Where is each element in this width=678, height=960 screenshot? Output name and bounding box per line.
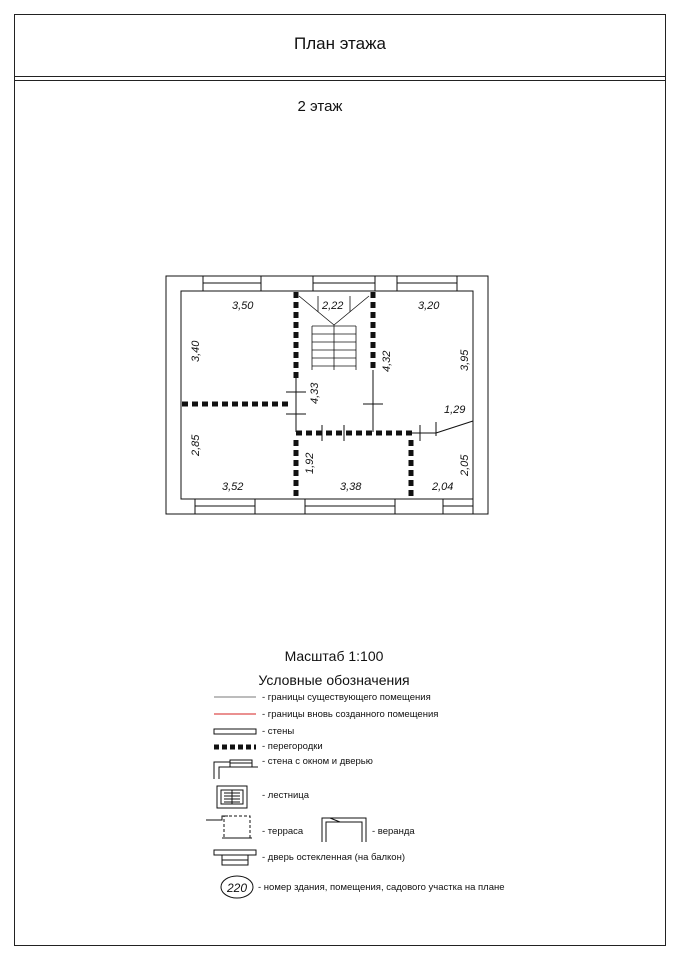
floor-label: 2 этаж	[297, 98, 343, 115]
legend-item-glazed-door: - дверь остекленная (на балкон)	[262, 852, 405, 863]
legend-item-new-boundary: - границы вновь созданного помещения	[262, 709, 439, 720]
legend-glazed-door-symbol	[214, 850, 256, 865]
dim-stair-height-right: 4,32	[381, 350, 393, 372]
dim-room-bottom-left-height: 2,85	[190, 434, 202, 456]
dim-room-top-right-height: 3,95	[459, 349, 471, 371]
legend-item-existing-boundary: - границы существующего помещения	[262, 692, 431, 703]
partitions	[182, 292, 412, 498]
legend-terrace-symbol	[206, 816, 252, 838]
legend-wall-window-door-symbol	[214, 760, 258, 779]
legend-number-symbol-text: 220	[226, 881, 248, 895]
legend-wall-symbol	[214, 729, 256, 734]
legend-item-walls: - стены	[262, 726, 295, 737]
dim-small-room-width: 1,29	[444, 404, 466, 416]
dim-room-bottom-right-width: 2,04	[432, 481, 454, 493]
scale-label: Масштаб 1:100	[284, 648, 384, 664]
legend-item-veranda: - веранда	[372, 826, 415, 837]
legend-item-terrace: - терраса	[262, 826, 304, 837]
dim-room-bottom-mid-height: 1,92	[304, 452, 316, 474]
legend-item-staircase: - лестница	[262, 790, 310, 801]
legend-item-partitions: - перегородки	[262, 741, 323, 752]
dim-room-bottom-mid-width: 3,38	[340, 481, 362, 493]
dim-room-top-left-height: 3,40	[190, 340, 202, 362]
page-title: План этажа	[294, 34, 386, 53]
dimension-labels	[190, 300, 471, 493]
dim-room-bottom-left-width: 3,52	[222, 481, 244, 493]
dim-room-top-right-width: 3,20	[418, 300, 440, 312]
dim-room-top-left-width: 3,50	[232, 300, 254, 312]
legend-title: Условные обозначения	[258, 672, 410, 688]
legend-staircase-symbol	[217, 786, 247, 808]
partition-edges	[296, 370, 473, 436]
dim-stair-height-left: 4,33	[309, 382, 321, 404]
legend-item-number: - номер здания, помещения, садового участка на плане	[258, 882, 505, 893]
legend-item-wall-window-door: - стена с окном и дверью	[262, 756, 373, 767]
dim-room-bottom-right-height: 2,05	[459, 454, 471, 476]
legend-veranda-symbol	[322, 818, 366, 842]
dim-stair-width: 2,22	[322, 300, 344, 312]
